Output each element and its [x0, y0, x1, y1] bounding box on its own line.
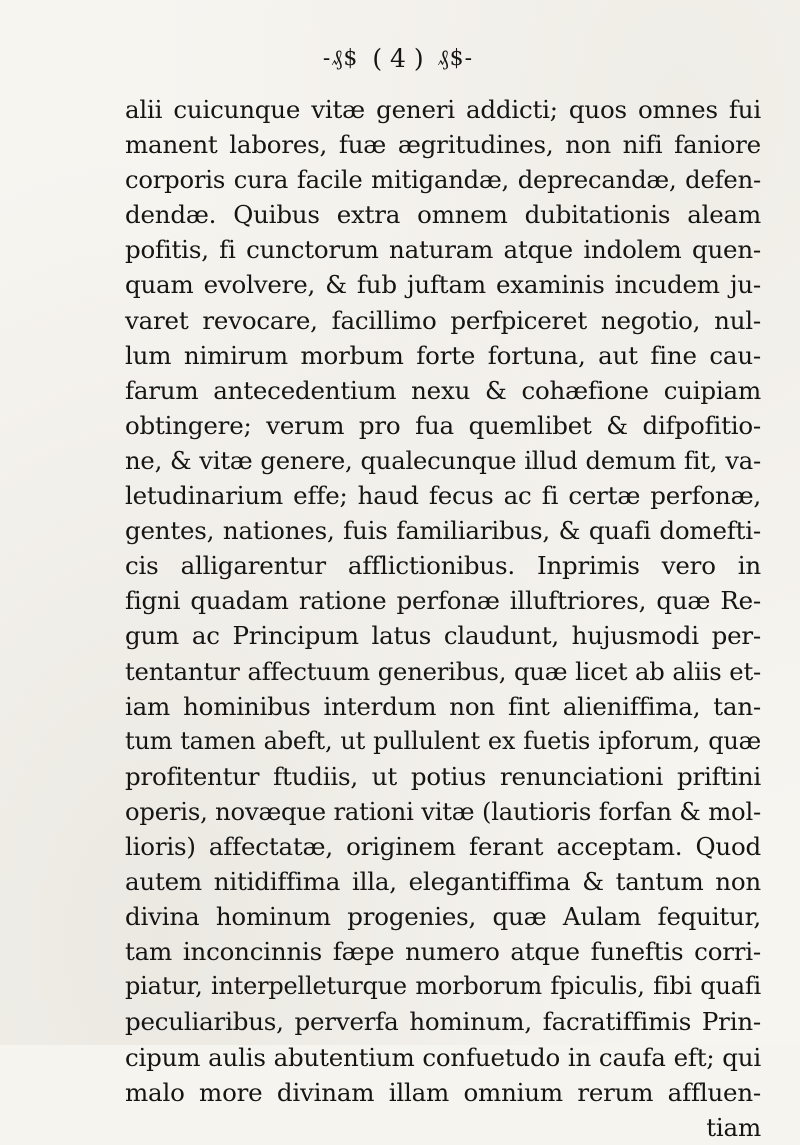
text-line: lum nimirum morbum forte fortuna, aut fine cau- — [125, 340, 761, 370]
catchword: tiam — [706, 1112, 761, 1142]
text-line: ne, & vitæ genere, qualecunque illud demum fit, va- — [125, 445, 761, 475]
text-line: letudinarium effe; haud fecus ac fi certæ perfonæ, — [125, 481, 761, 511]
text-line: farum antecedentium nexu & cohæfione cuipiam — [125, 375, 761, 405]
text-line: autem nitidiffima illa, elegantiffima & tantum non — [125, 867, 761, 897]
text-line: operis, novæque rationi vitæ (lautioris forfan & mol- — [125, 796, 761, 826]
text-line: lioris) affectatæ, originem ferant acceptam. Quod — [125, 831, 761, 861]
text-line: pofitis, fi cunctorum naturam atque indolem quen- — [125, 235, 761, 265]
text-line: piatur, interpelleturque morborum fpiculis, fibi quafi — [125, 972, 761, 1001]
text-line: figni quadam ratione perfonæ illuftriores, quæ Re- — [125, 586, 761, 616]
header-ornament-left: -₰$ — [322, 46, 359, 71]
text-line: quam evolvere, & fub juftam examinis incudem ju- — [125, 270, 761, 300]
header-ornament-right: ₰$- — [437, 46, 474, 71]
text-line: malo more divinam illam omnium rerum affluen- — [125, 1077, 761, 1107]
page-header — [288, 40, 508, 76]
page-number: ( 4 ) — [372, 43, 424, 73]
text-line: obtingere; verum pro fua quemlibet & difpofitio- — [125, 410, 761, 440]
text-line: gum ac Principum latus claudunt, hujusmodi per- — [125, 621, 761, 651]
text-line: divina hominum progenies, quæ Aulam fequitur, — [125, 902, 761, 932]
text-line: gentes, nationes, fuis familiaribus, & quafi domefti- — [125, 516, 761, 546]
text-line: tam inconcinnis fæpe numero atque funeftis corri- — [125, 937, 761, 967]
text-line: alii cuicunque vitæ generi addicti; quos omnes fui — [125, 95, 761, 124]
text-line: iam hominibus interdum non fint alieniffima, tan- — [125, 691, 761, 721]
text-line: tentantur affectuum generibus, quæ licet ab aliis et- — [125, 656, 761, 686]
text-line: tum tamen abeft, ut pullulent ex fuetis ipforum, quæ — [125, 726, 761, 755]
body-text — [125, 92, 761, 1145]
text-line: profitentur ftudiis, ut potius renunciationi priftini — [125, 761, 761, 791]
text-line: cipum aulis abutentium confuetudo in caufa eft; qui — [125, 1042, 761, 1072]
text-line: manent labores, fuæ ægritudines, non nifi faniore — [125, 130, 761, 160]
text-line: varet revocare, facillimo perfpiceret negotio, nul- — [125, 305, 761, 335]
text-line: peculiaribus, perverfa hominum, facratiffimis Prin- — [125, 1007, 761, 1037]
text-line: dendæ. Quibus extra omnem dubitationis aleam — [125, 200, 761, 230]
text-line: corporis cura facile mitigandæ, deprecandæ, defen- — [125, 165, 761, 195]
text-line: cis alligarentur afflictionibus. Inprimis vero in — [125, 551, 761, 581]
